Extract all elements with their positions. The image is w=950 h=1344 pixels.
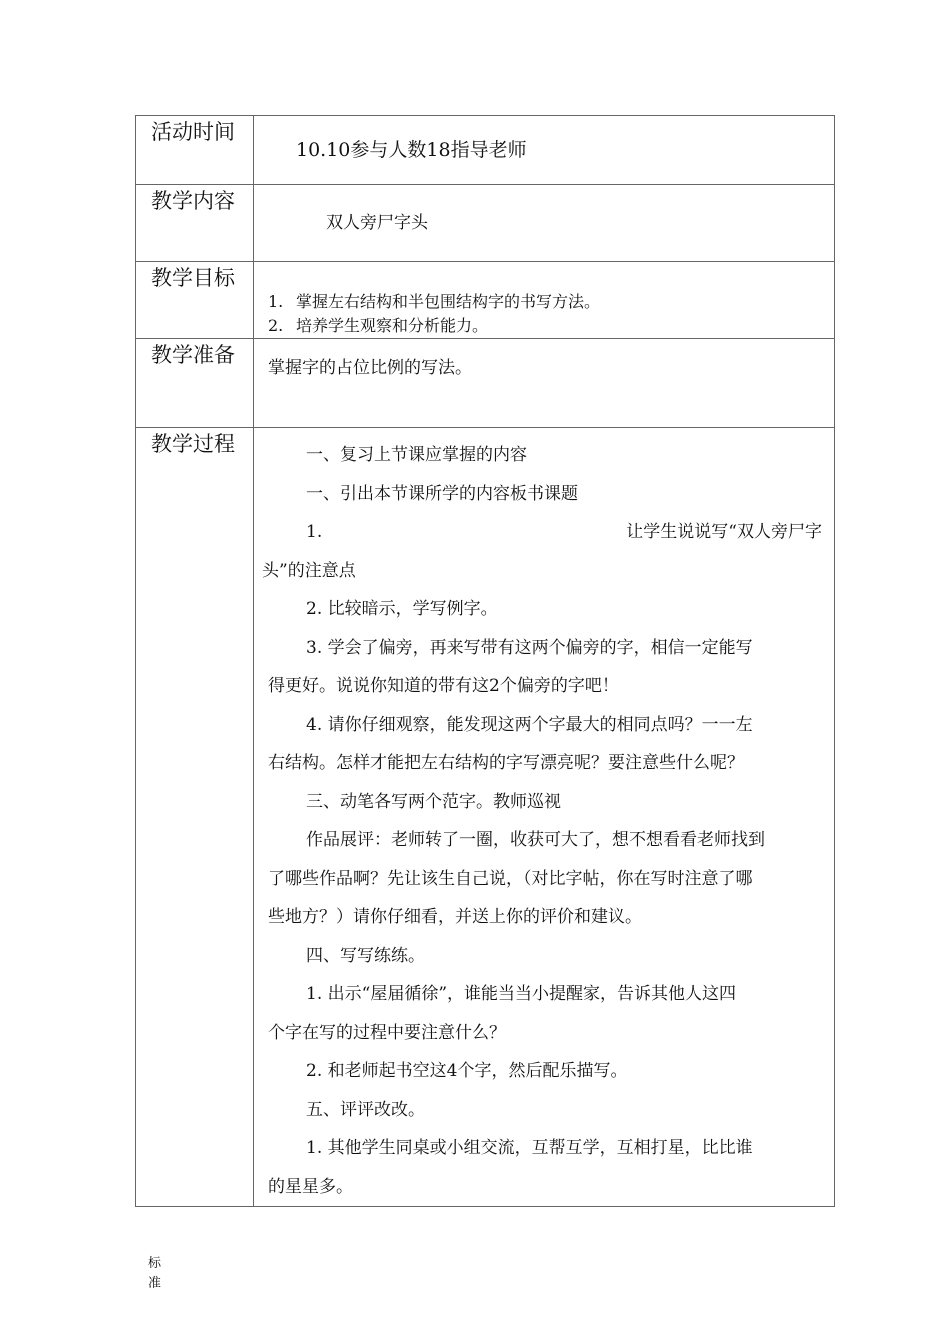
process-line: 五、评评改改。: [306, 1099, 425, 1120]
process-line-text: 让学生说说写“双人旁尸字: [626, 522, 822, 542]
process-line: 得更好。说说你知道的带有这2个偏旁的字吧！: [268, 676, 619, 696]
row-teaching-goals: [136, 262, 835, 339]
label-teaching-content: 教学内容: [136, 185, 254, 262]
process-line: 的星星多。: [268, 1176, 353, 1197]
row-teaching-prep: [136, 339, 835, 428]
process-line: 2. 比较暗示，学写例字。: [306, 599, 498, 619]
footer-line: 标: [148, 1256, 162, 1271]
label-teaching-process: 教学过程: [136, 428, 254, 1207]
goal-item: [268, 290, 834, 314]
footer-note: [148, 1254, 161, 1294]
process-line: 1. 出示“屋届循徐”，谁能当当小提醒家，告诉其他人这四: [306, 984, 737, 1004]
value-teaching-content: [254, 185, 835, 262]
label-teaching-prep: 教学准备: [136, 339, 254, 428]
process-line: [262, 513, 822, 552]
process-line: 右结构。怎样才能把左右结构的字写漂亮呢？要注意些什么呢？: [268, 753, 744, 773]
goal-item: [268, 314, 834, 338]
goal-number: 2.: [268, 316, 284, 335]
label-teaching-goals: 教学目标: [136, 262, 254, 339]
teaching-process-text: [254, 428, 834, 1206]
row-teaching-process: [136, 428, 835, 1207]
footer-line: 准: [148, 1276, 162, 1291]
process-line: 四、写写练练。: [306, 945, 425, 966]
process-line: 个字在写的过程中要注意什么？: [268, 1022, 506, 1043]
value-teaching-goals: [254, 262, 835, 339]
goal-text: 掌握左右结构和半包围结构字的书写方法。: [296, 292, 601, 311]
teaching-content-text: 双人旁尸字头: [326, 213, 428, 233]
goal-list: [254, 262, 834, 338]
value-activity-time: [254, 116, 835, 185]
process-line: 3. 学会了偏旁，再来写带有这两个偏旁的字，相信一定能写: [306, 637, 753, 658]
lesson-plan-table: [135, 115, 835, 1207]
label-activity-time: 活动时间: [136, 116, 254, 185]
value-teaching-prep: [254, 339, 835, 428]
value-teaching-process: [254, 428, 835, 1207]
activity-time-text: 10.10参与人数18指导老师: [296, 139, 527, 161]
process-line: 4. 请你仔细观察，能发现这两个字最大的相同点吗？一一左: [306, 714, 753, 735]
process-line: 头”的注意点: [262, 560, 356, 581]
row-activity-time: [136, 116, 835, 185]
goal-text: 培养学生观察和分析能力。: [296, 316, 489, 335]
process-line: 1. 其他学生同桌或小组交流，互帮互学，互相打星，比比谁: [306, 1138, 753, 1158]
teaching-prep-text: 掌握字的占位比例的写法。: [268, 358, 472, 378]
process-line: 2. 和老师起书空这4个字，然后配乐描写。: [306, 1061, 628, 1081]
process-line: 一、引出本节课所学的内容板书课题: [306, 483, 578, 504]
goal-number: 1.: [268, 292, 284, 311]
process-line: 三、动笔各写两个范字。教师巡视: [306, 791, 561, 812]
process-line: 一、复习上节课应掌握的内容: [306, 445, 527, 465]
process-line: 些地方？）请你仔细看，并送上你的评价和建议。: [268, 907, 642, 927]
row-teaching-content: [136, 185, 835, 262]
process-line-number: 1.: [306, 522, 323, 542]
process-line: 作品展评：老师转了一圈，收获可大了，想不想看看老师找到: [306, 830, 765, 850]
process-line: 了哪些作品啊？先让该生自己说，（对比字帖，你在写时注意了哪: [268, 868, 753, 889]
